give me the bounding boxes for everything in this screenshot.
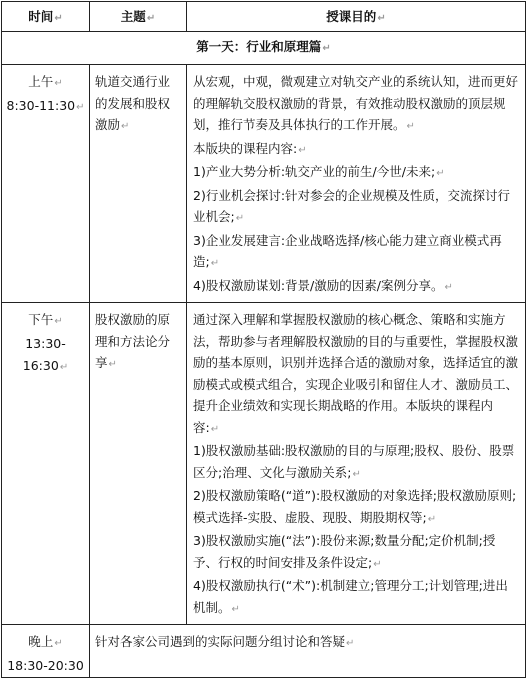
time-cell: 晚上↵ 18:30-20:30 [2,625,90,678]
day-title: 第一天：行业和原理篇↵ [2,32,526,65]
header-goal: 授课目的↵ [187,2,526,32]
header-time: 时间↵ [2,2,90,32]
topic-cell: 股权激励的原理和方法论分享↵ [90,303,187,625]
goal-cell: 通过深入理解和掌握股权激励的核心概念、策略和实施方法，帮助参与者理解股权激励的目的与重要性，掌握股权激励的基本原则，识别并选择合适的激励对象，选择适宜的激励模式或模式组合，实现企业吸引和留住人才、激励员工、提升企业绩效和实现长期战略的作用。本版块的课程内容:↵ 1)股权激励基础:股权激励的目的与原理;股权、股份、股票区分;治理、文化与激励关系;↵ 2)股权激励策略(“道”):股权激励的对象选择;股权激励原则;模式选择-实股、虚股、现股、期股期权等;↵ 3)股权激励实施(“法”):股份来源;数量分配;定价机制;授予、行权的时间安排及条件设定;↵ 4)股权激励执行(“术”):机制建立;管理分工;计划管理;进出机制。↵ [187,303,526,625]
table-row [2,625,526,678]
header-topic: 主题↵ [90,2,187,32]
header-row [2,2,526,32]
day-title-row [2,32,526,65]
topic-cell: 针对各家公司遇到的实际问题分组讨论和答疑↵ [90,625,526,678]
goal-cell: 从宏观，中观，微观建立对轨交产业的系统认知，进而更好的理解轨交股权激励的背景，有效推动股权激励的顶层规划，推行节奏及具体执行的工作开展。↵ 本版块的课程内容:↵ 1)产业大势分析:轨交产业的前生/今世/未来;↵ 2)行业机会探讨:针对参会的企业规模及性质，交流探讨行业机会;↵ 3)企业发展建言:企业战略选择/核心能力建立商业模式再造;↵ 4)股权激励谋划:背景/激励的因素/案例分享。↵ [187,65,526,303]
topic-cell: 轨道交通行业的发展和股权激励↵ [90,65,187,303]
table-row [2,65,526,303]
table-row [2,303,526,625]
time-cell: 上午↵ 8:30-11:30↵ [2,65,90,303]
time-cell: 下午↵ 13:30-16:30↵ [2,303,90,625]
schedule-table [1,1,526,678]
